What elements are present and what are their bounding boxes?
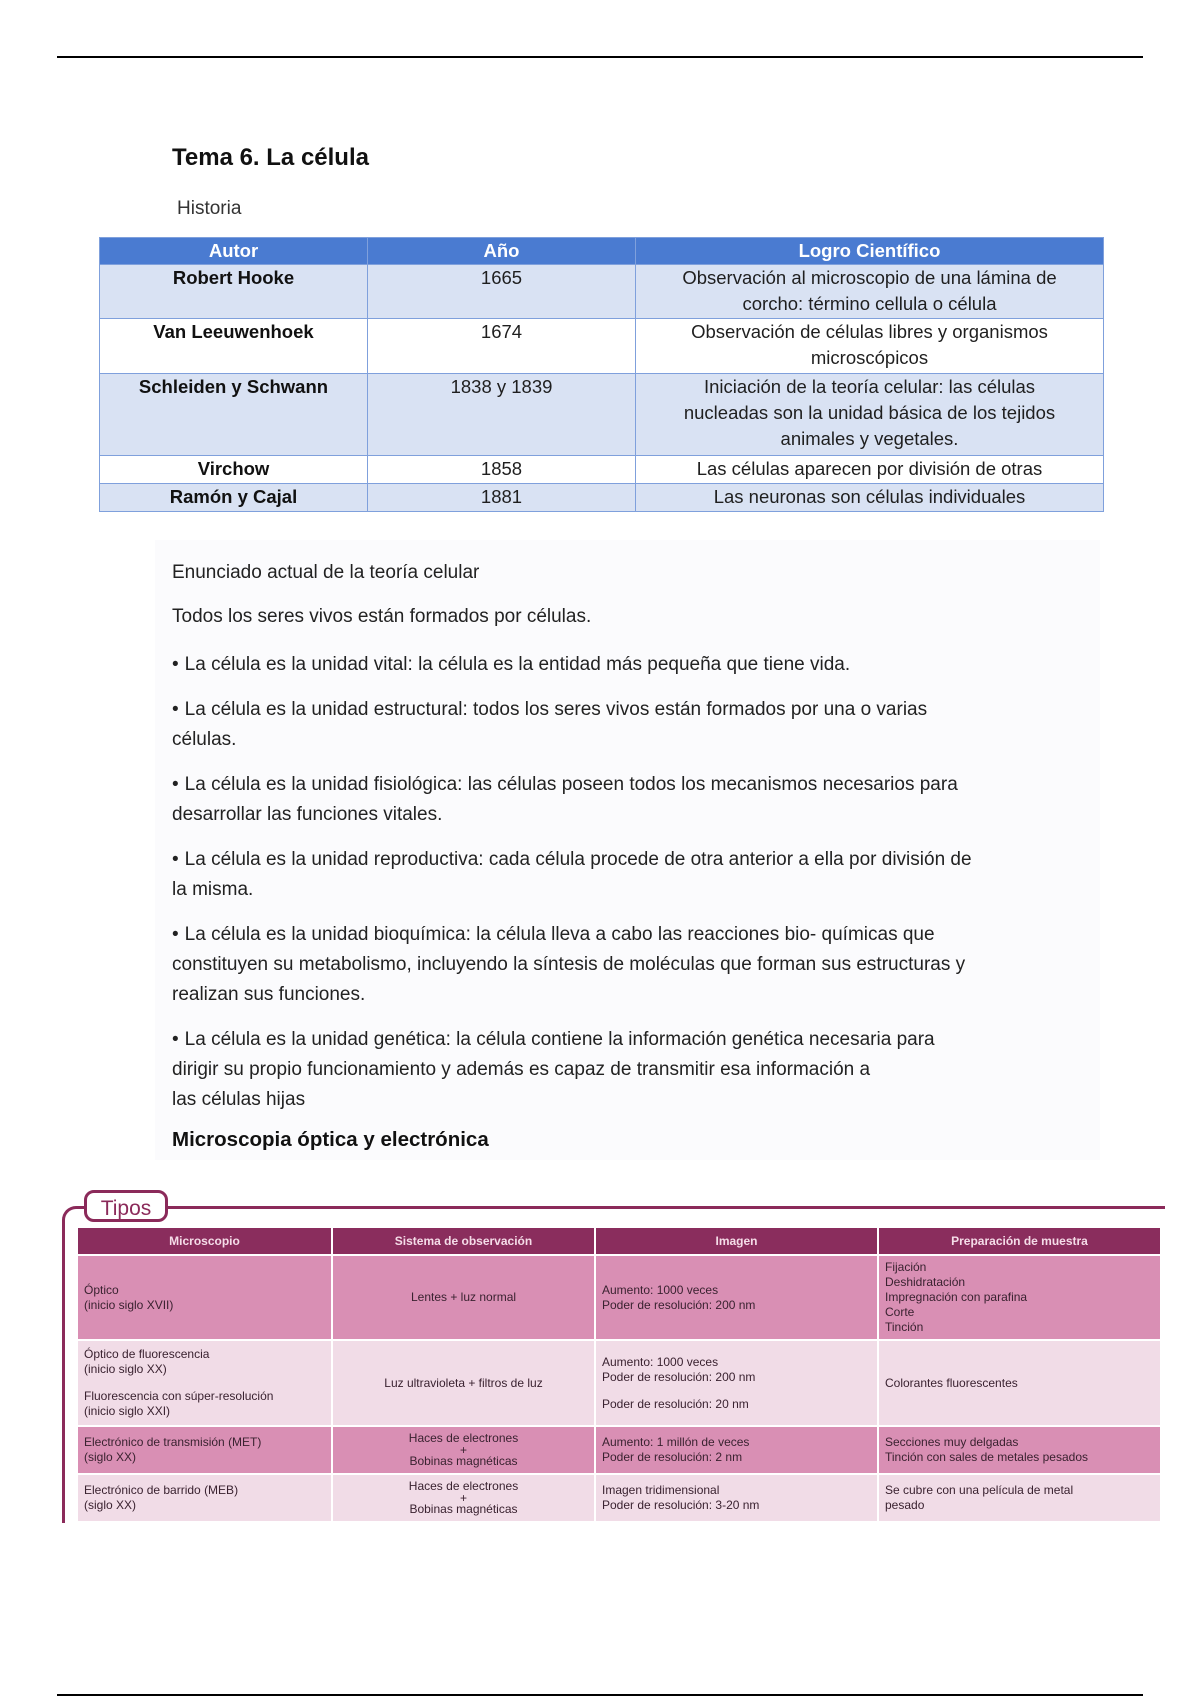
- cell-line: Colorantes fluorescentes: [885, 1375, 1018, 1390]
- point-line: [172, 1025, 1052, 1055]
- cell-line: Luz ultravioleta + filtros de luz: [384, 1375, 543, 1390]
- table-row: [78, 1256, 1160, 1339]
- point-line: desarrollar las funciones vitales.: [172, 804, 443, 825]
- bullet-icon: •: [172, 924, 179, 945]
- year-cell: 1674: [368, 319, 636, 374]
- cell-line: Tinción con sales de metales pesados: [885, 1450, 1089, 1464]
- microscope-cell: [78, 1256, 331, 1339]
- preparation-cell: [879, 1341, 1160, 1425]
- table-row: [78, 1341, 1160, 1425]
- cell-line: Imagen tridimensional: [602, 1483, 720, 1497]
- achievement-line: Observación de células libres y organismos: [691, 321, 1048, 342]
- image-cell: [596, 1341, 877, 1425]
- achievement-cell: [636, 265, 1104, 319]
- cell-line: (siglo XX): [84, 1450, 137, 1464]
- theory-intro: Todos los seres vivos están formados por células.: [172, 606, 592, 627]
- spacer: [602, 1385, 871, 1397]
- spacer: [84, 1377, 325, 1389]
- point-line: las células hijas: [172, 1089, 306, 1110]
- cell-line: Poder de resolución: 3-20 nm: [602, 1498, 760, 1512]
- achievement-cell: [636, 319, 1104, 374]
- system-cell: [333, 1341, 594, 1425]
- table-row: [100, 484, 1104, 512]
- cell-line: Haces de electrones: [408, 1431, 519, 1445]
- system-cell: [333, 1475, 594, 1521]
- microscope-types-table: [76, 1226, 1162, 1523]
- point-line: dirigir su propio funcionamiento y además es capaz de transmitir esa información a: [172, 1059, 871, 1080]
- cell-line: Electrónico de transmisión (MET): [84, 1435, 262, 1449]
- achievement-cell: [636, 374, 1104, 456]
- point-line: [172, 845, 1052, 875]
- bullet-icon: •: [172, 1029, 179, 1050]
- cell-line: Lentes + luz normal: [410, 1290, 517, 1304]
- history-label: Historia: [177, 198, 242, 219]
- table-row: [100, 456, 1104, 484]
- bullet-icon: •: [172, 774, 179, 795]
- cell-line: +: [459, 1443, 467, 1457]
- achievement-line: animales y vegetales.: [780, 428, 959, 449]
- point-text: La célula es la unidad genética: la célula contiene la información genética necesaria para: [184, 1029, 935, 1050]
- list-item: [172, 770, 1052, 830]
- header-image: Imagen: [596, 1228, 877, 1254]
- cell-line: Bobinas magnéticas: [409, 1454, 518, 1468]
- header-achievement: Logro Científico: [636, 238, 1104, 265]
- cell-line: Óptico de fluorescencia: [84, 1347, 210, 1361]
- cell-line: Aumento: 1 millón de veces: [602, 1435, 750, 1449]
- cell-line: Poder de resolución: 20 nm: [602, 1396, 749, 1411]
- year-cell: 1665: [368, 265, 636, 319]
- cell-line: Electrónico de barrido (MEB): [84, 1483, 239, 1497]
- point-line: constituyen su metabolismo, incluyendo la síntesis de moléculas que forman sus estructuras y: [172, 954, 966, 975]
- header-preparation: Preparación de muestra: [879, 1228, 1160, 1254]
- cell-line: Aumento: 1000 veces: [602, 1282, 719, 1297]
- theory-title: Enunciado actual de la teoría celular: [172, 562, 480, 583]
- point-text: La célula es la unidad estructural: todos los seres vivos están formados por una o varias: [184, 699, 928, 720]
- cell-line: Fluorescencia con súper-resolución: [84, 1389, 274, 1403]
- cell-line: Se cubre con una película de metal: [885, 1483, 1074, 1497]
- system-cell: [333, 1427, 594, 1473]
- year-cell: 1838 y 1839: [368, 374, 636, 456]
- cell-line: Poder de resolución: 200 nm: [602, 1369, 756, 1384]
- list-item: [172, 845, 1052, 905]
- achievement-line: nucleadas son la unidad básica de los tejidos: [683, 402, 1056, 423]
- author-cell: Van Leeuwenhoek: [100, 319, 368, 374]
- point-text: La célula es la unidad fisiológica: las células poseen todos los mecanismos necesarios para: [184, 774, 958, 795]
- microscopy-title: Microscopia óptica y electrónica: [172, 1128, 489, 1151]
- image-cell: [596, 1475, 877, 1521]
- bullet-icon: •: [172, 849, 179, 870]
- point-text: La célula es la unidad vital: la célula es la entidad más pequeña que tiene vida.: [184, 654, 851, 675]
- achievement-line: corcho: término cellula o célula: [742, 293, 997, 314]
- point-line: [172, 695, 1052, 725]
- author-cell: Ramón y Cajal: [100, 484, 368, 512]
- preparation-cell: [879, 1427, 1160, 1473]
- preparation-cell: [879, 1475, 1160, 1521]
- types-header-row: [78, 1228, 1160, 1254]
- point-line: realizan sus funciones.: [172, 984, 366, 1005]
- cell-line: Fijación: [885, 1260, 927, 1274]
- achievement-line: Iniciación de la teoría celular: las células: [703, 376, 1036, 397]
- bullet-icon: •: [172, 699, 179, 720]
- cell-line: (inicio siglo XXI): [84, 1404, 171, 1418]
- cell-line: Poder de resolución: 2 nm: [602, 1450, 743, 1464]
- list-item: [172, 1025, 1052, 1115]
- cell-line: (inicio siglo XVII): [84, 1297, 174, 1312]
- table-row: [100, 265, 1104, 319]
- history-table: [99, 237, 1104, 512]
- table-row: [78, 1475, 1160, 1521]
- cell-line: Aumento: 1000 veces: [602, 1354, 719, 1369]
- table-row: [78, 1427, 1160, 1473]
- types-tab: Tipos: [84, 1190, 168, 1222]
- cell-line: pesado: [885, 1498, 925, 1512]
- cell-line: Corte: [885, 1305, 915, 1319]
- preparation-cell: [879, 1256, 1160, 1339]
- cell-line: Poder de resolución: 200 nm: [602, 1297, 756, 1312]
- system-cell: [333, 1256, 594, 1339]
- page-title: Tema 6. La célula: [172, 144, 369, 171]
- top-rule: [57, 56, 1143, 58]
- point-line: células.: [172, 729, 237, 750]
- year-cell: 1858: [368, 456, 636, 484]
- point-line: [172, 920, 1052, 950]
- cell-line: (siglo XX): [84, 1498, 137, 1512]
- image-cell: [596, 1256, 877, 1339]
- author-cell: Robert Hooke: [100, 265, 368, 319]
- header-year: Año: [368, 238, 636, 265]
- cell-line: Tinción: [885, 1320, 924, 1334]
- theory-points: [172, 650, 1052, 1130]
- point-line: [172, 650, 1052, 680]
- cell-line: Impregnación con parafina: [885, 1290, 1028, 1304]
- microscope-cell: [78, 1475, 331, 1521]
- header-author: Autor: [100, 238, 368, 265]
- header-system: Sistema de observación: [333, 1228, 594, 1254]
- list-item: [172, 650, 1052, 680]
- point-line: [172, 770, 1052, 800]
- cell-line: Secciones muy delgadas: [885, 1435, 1019, 1449]
- achievement-cell: [636, 484, 1104, 512]
- microscope-cell: [78, 1427, 331, 1473]
- microscope-cell: [78, 1341, 331, 1425]
- cell-line: (inicio siglo XX): [84, 1362, 167, 1376]
- achievement-line: Las neuronas son células individuales: [713, 486, 1026, 507]
- achievement-line: Observación al microscopio de una lámina de: [682, 267, 1057, 288]
- point-text: La célula es la unidad bioquímica: la célula lleva a cabo las reacciones bio- químicas que: [184, 924, 935, 945]
- history-header-row: [100, 238, 1104, 265]
- year-cell: 1881: [368, 484, 636, 512]
- bullet-icon: •: [172, 654, 179, 675]
- cell-line: Bobinas magnéticas: [409, 1502, 518, 1516]
- achievement-line: microscópicos: [810, 347, 929, 368]
- image-cell: [596, 1427, 877, 1473]
- point-text: La célula es la unidad reproductiva: cada célula procede de otra anterior a ella por división de: [184, 849, 972, 870]
- table-row: [100, 374, 1104, 456]
- list-item: [172, 695, 1052, 755]
- bottom-rule: [57, 1694, 1143, 1696]
- point-line: la misma.: [172, 879, 254, 900]
- cell-line: Haces de electrones: [408, 1479, 519, 1493]
- list-item: [172, 920, 1052, 1010]
- achievement-cell: [636, 456, 1104, 484]
- cell-line: Óptico: [84, 1282, 119, 1297]
- author-cell: Schleiden y Schwann: [100, 374, 368, 456]
- achievement-line: Las células aparecen por división de otras: [696, 458, 1043, 479]
- cell-line: +: [459, 1491, 467, 1505]
- header-microscope: Microscopio: [78, 1228, 331, 1254]
- table-row: [100, 319, 1104, 374]
- cell-line: Deshidratación: [885, 1275, 966, 1289]
- author-cell: Virchow: [100, 456, 368, 484]
